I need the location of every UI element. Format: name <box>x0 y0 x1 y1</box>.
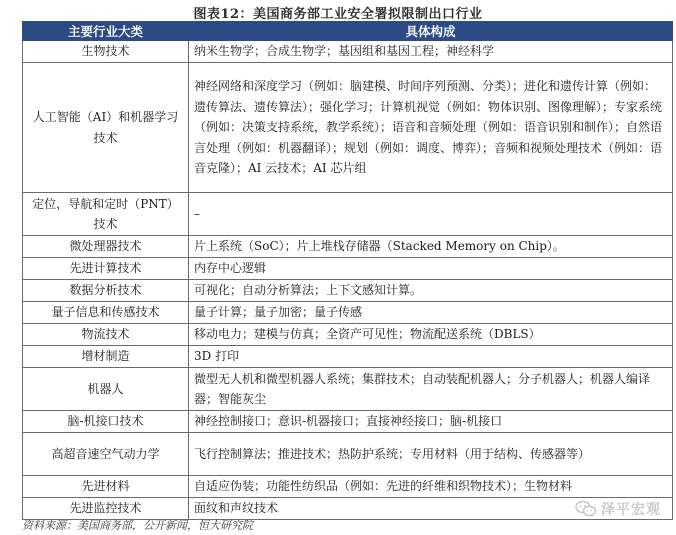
industry-category-cell: 脑-机接口技术 <box>23 411 189 433</box>
table-row <box>23 193 673 236</box>
industry-detail-cell: 可视化；自动分析算法；上下文感知计算。 <box>189 280 673 302</box>
industry-detail-cell: 微型无人机和微型机器人系统；集群技术；自动装配机器人；分子机器人；机器人编译器；智能灰尘 <box>189 368 673 411</box>
industry-detail-cell: 神经网络和深度学习（例如：脑建模、时间序列预测、分类）；进化和遗传计算（例如：遗传算法、遗传算法）；强化学习；计算机视觉（例如：物体识别、图像理解）；专家系统（例如：决策支持系统，教学系统）；语音和音频处理（例如：语音识别和制作）；自然语言处理（例如：机器翻译）；规划（例如：调度、博弈）；音频和视频处理技术（例如：语音克隆）；AI 云技术；AI 芯片组 <box>189 63 673 193</box>
source-note: 资料来源：美国商务部，公开新闻，恒大研究院 <box>22 519 253 532</box>
industry-category-cell: 微处理器技术 <box>23 236 189 258</box>
table-row <box>23 280 673 302</box>
industry-detail-cell: 纳米生物学；合成生物学；基因组和基因工程；神经科学 <box>189 41 673 63</box>
industry-category-cell: 先进材料 <box>23 476 189 498</box>
table-row <box>23 368 673 411</box>
table-row <box>23 476 673 498</box>
industry-category-cell: 量子信息和传感技术 <box>23 302 189 324</box>
industry-category-cell: 数据分析技术 <box>23 280 189 302</box>
industry-category-cell: 增材制造 <box>23 346 189 368</box>
industry-category-cell: 先进监控技术 <box>23 498 189 520</box>
industry-detail-cell: 自适应伪装；功能性纺织品（例如：先进的纤维和织物技术）；生物材料 <box>189 476 673 498</box>
table-row <box>23 236 673 258</box>
industry-detail-cell: 量子计算；量子加密；量子传感 <box>189 302 673 324</box>
industry-detail-cell: 内存中心逻辑 <box>189 258 673 280</box>
table-row <box>23 302 673 324</box>
watermark <box>575 498 661 520</box>
table-row <box>23 433 673 476</box>
table-header-row <box>23 22 673 41</box>
industry-detail-cell: 移动电力；建模与仿真；全资产可见性；物流配送系统（DBLS） <box>189 324 673 346</box>
industry-detail-cell: 3D 打印 <box>189 346 673 368</box>
industry-detail-cell: – <box>189 193 673 236</box>
column-header-detail: 具体构成 <box>189 22 673 41</box>
industry-category-cell: 人工智能（AI）和机器学习技术 <box>23 63 189 193</box>
industry-category-cell: 先进计算技术 <box>23 258 189 280</box>
wechat-icon <box>575 500 597 518</box>
industry-category-cell: 机器人 <box>23 368 189 411</box>
watermark-text: 泽平宏观 <box>601 502 661 518</box>
industry-detail-cell: 神经控制接口；意识-机器接口；直接神经接口；脑-机接口 <box>189 411 673 433</box>
table-row <box>23 411 673 433</box>
industry-table-container <box>22 21 672 520</box>
industry-detail-cell: 飞行控制算法；推进技术；热防护系统；专用材料（用于结构、传感器等） <box>189 433 673 476</box>
table-row <box>23 258 673 280</box>
industry-category-cell: 定位，导航和定时（PNT）技术 <box>23 193 189 236</box>
industry-detail-cell: 片上系统（SoC）；片上堆栈存储器（Stacked Memory on Chip）。 <box>189 236 673 258</box>
industry-category-cell: 生物技术 <box>23 41 189 63</box>
table-row <box>23 41 673 63</box>
column-header-category: 主要行业大类 <box>23 22 189 41</box>
industry-category-cell: 物流技术 <box>23 324 189 346</box>
industry-detail-cell: 面纹和声纹技术 <box>189 498 673 520</box>
industry-table <box>22 21 673 520</box>
industry-category-cell: 高超音速空气动力学 <box>23 433 189 476</box>
table-body <box>23 41 673 520</box>
table-row <box>23 63 673 193</box>
table-row <box>23 324 673 346</box>
figure-title: 图表12：美国商务部工业安全署拟限制出口行业 <box>193 7 483 22</box>
table-row <box>23 346 673 368</box>
